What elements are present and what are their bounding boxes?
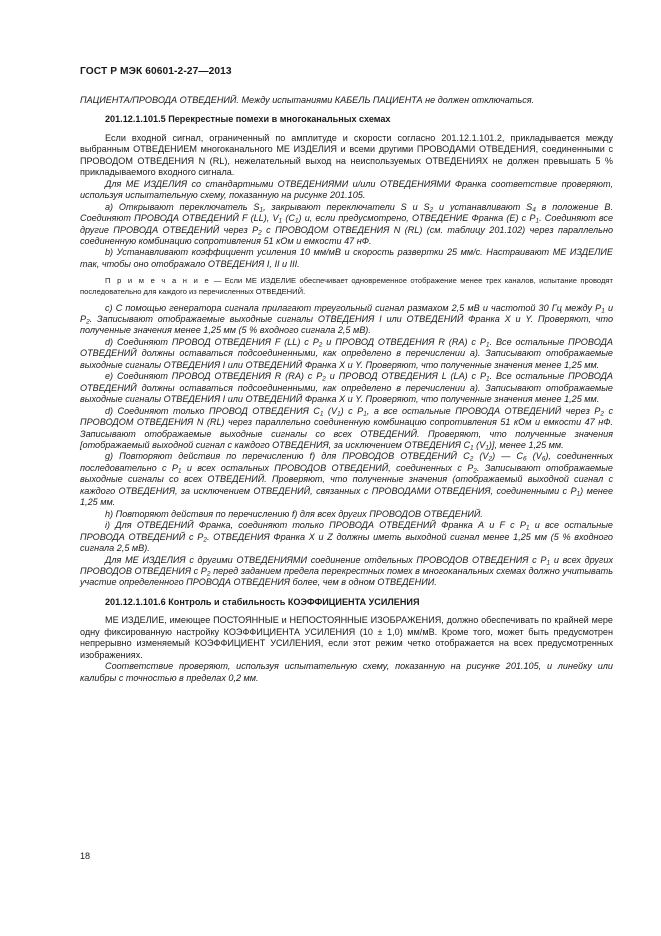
step-a: а) Открывают переключатель $S_1$, закрывают переключатели S и $S_2$ и устанавливают $S_4$ в положение В. Соединяют ПРОВОДА ОТВЕДЕНИЙ F (LL), $V_1$ $(С_1)$ и, если предусмотрено, ОТВЕДЕНИЕ Франка (Е) с $Р_1$. Соединяют все другие ПРОВОДА ОТВЕДЕНИЙ через $Р_2$ с ПРОВОДОМ ОТВЕДЕНИЯ N (RL) (см. таблицу 201.102) через параллельно соединенную комбинацию сопротивления 51 кОм и емкости 47 нФ. xyxy=(80,201,614,246)
document-body xyxy=(80,95,613,684)
page-number: 18 xyxy=(80,851,91,861)
step-i: i) Для ОТВЕДЕНИЙ Франка, соединяют только ПРОВОДА ОТВЕДЕНИЙ Франка А и F с $Р_1$ и все остальные ПРОВОДА ОТВЕДЕНИЙ с $Р_2$. ОТВЕДЕНИЯ Франка X и Z должны иметь выходной сигнал менее 1,25 мм (5 % входного сигнала 2,5 мВ). xyxy=(80,520,613,554)
step-e: е) Соединяют ПРОВОД ОТВЕДЕНИЯ R (RA) с $Р_2$ и ПРОВОД ОТВЕДЕНИЯ L (LA) с $Р_1$. Все остальные ПРОВОДА ОТВЕДЕНИЙ должны оставаться подсоединенными, как определено в перечислении а). Записывают отображаемые выходные сигналы ОТВЕДЕНИЯ I или ОТВЕДЕНИЙ Франка X и Y. Проверяют, что полученные значения менее 1,25 мм. xyxy=(80,371,613,405)
paragraph-requirement: Если входной сигнал, ограниченный по амплитуде и скорости согласно 201.12.1.101.2, прикладывается между выбранным ОТВЕДЕНИЕМ многоканального МЕ ИЗДЕЛИЯ и всеми другими ПРОВОДАМИ ОТВЕДЕНИЯ, соединенными с ПРОВОДОМ ОТВЕДЕНИЯ N (RL), нежелательный выход на неиспользуемых ОТВЕДЕНИЯХ не должен превышать 5 % прикладываемого входного сигнала. xyxy=(80,132,613,178)
paragraph-gain-compliance: Соответствие проверяют, используя испытательную схему, показанную на рисунке 201.105, и линейку или калибры с точностью в пределах 0,2 мм. xyxy=(80,661,613,683)
step-d: d) Соединяют ПРОВОД ОТВЕДЕНИЯ F (LL) с $Р_2$ и ПРОВОД ОТВЕДЕНИЯ R (RA) с $Р_1$. Все остальные ПРОВОДА ОТВЕДЕНИЙ должны оставаться подсоединенными, как определено в перечислении а). Записывают отображаемые выходные сигналы ОТВЕДЕНИЯ I или ОТВЕДЕНИЙ Франка X и Y. Проверяют, что полученные значения менее 1,25 мм. xyxy=(80,336,613,370)
paragraph-other-leads: Для МЕ ИЗДЕЛИЯ с другими ОТВЕДЕНИЯМИ соединение отдельных ПРОВОДОВ ОТВЕДЕНИЯ с $Р_1$ и всех других ПРОВОДОВ ОТВЕДЕНИЯ с $Р_2$ перед заданием предела перекрестных помех в многоканальных схемах должно учитывать участие определенного ПРОВОДА ОТВЕДЕНИЯ более, чем в одном ОТВЕДЕНИИ. xyxy=(80,554,613,588)
note-text: — Если МЕ ИЗДЕЛИЕ обеспечивает одновременное отображение менее трех каналов, испытание проводят последовательно для каждого из перечисленных ОТВЕДЕНИЙ. xyxy=(80,276,613,296)
section-heading-gain: 201.12.1.101.6 Контроль и стабильность КОЭФФИЦИЕНТА УСИЛЕНИЯ xyxy=(105,596,420,607)
step-f: d) Соединяют только ПРОВОД ОТВЕДЕНИЯ $С_1$ $(V_1)$ с $Р_1$, а все остальные ПРОВОДА ОТВЕДЕНИЙ через $Р_2$ с ПРОВОДОМ ОТВЕДЕНИЯ N (RL) через параллельно соединенную комбинацию сопротивления 51 кОм и емкости 47 нФ. Записывают отображаемые выходные сигналы со всех ОТВЕДЕНИЙ. Проверяют, что полученные значения [отображаемый выходной сигнал с каждого ОТВЕДЕНИЯ, за исключением ОТВЕДЕНИЯ $С_1$ $(V_1)$], менее 1,25 мм. xyxy=(80,405,613,452)
step-b: b) Устанавливают коэффициент усиления 10 мм/мВ и скорость развертки 25 мм/с. Настраивают МЕ ИЗДЕЛИЕ так, чтобы оно отображало ОТВЕДЕНИЯ I, II и III. xyxy=(80,247,613,269)
note xyxy=(80,276,613,297)
section-heading-crosstalk: 201.12.1.101.5 Перекрестные помехи в многоканальных схемах xyxy=(105,114,391,125)
step-h: h) Повторяют действия по перечислению f) для всех других ПРОВОДОВ ОТВЕДЕНИЙ. xyxy=(105,508,483,519)
step-c: с) С помощью генератора сигнала прилагают треугольный сигнал размахом 2,5 мВ и частотой 30 Гц между $Р_1$ и $Р_2$. Записывают отображаемые выходные сигналы ОТВЕДЕНИЯ I или ОТВЕДЕНИЙ Франка X и Y. Проверяют, что полученные значения менее 1,25 мм (5 % входного сигнала 2,5 мВ). xyxy=(80,302,613,336)
paragraph-compliance: Для МЕ ИЗДЕЛИЯ со стандартными ОТВЕДЕНИЯМИ и/или ОТВЕДЕНИЯМИ Франка соответствие проверяют, используя испытательную схему, показанную на рисунке 201.105. xyxy=(80,178,613,201)
step-g: g) Повторяют действия по перечислению f) для ПРОВОДОВ ОТВЕДЕНИЙ $С_2$ $(V_2)$ — $С_6$ $(V_6)$, соединенных последовательно с $Р_1$ и всех остальных ПРОВОДОВ ОТВЕДЕНИЙ, соединенных с $Р_2$. Записывают отображаемые выходные сигналы со всех ОТВЕДЕНИЙ. Проверяют, что полученные значения (отображаемый выходной сигнал с каждого ОТВЕДЕНИЯ, за исключением ОТВЕДЕНИЙ, связанных с ПРОВОДАМИ ОТВЕДЕНИЯ, соединенными с $Р_1$) менее 1,25 мм. xyxy=(80,451,613,508)
paragraph-continuation: ПАЦИЕНТА/ПРОВОДА ОТВЕДЕНИЙ. Между испытаниями КАБЕЛЬ ПАЦИЕНТА не должен отключаться. xyxy=(80,95,535,105)
note-label: П р и м е ч а н и е xyxy=(105,276,211,286)
paragraph-gain-requirement: МЕ ИЗДЕЛИЕ, имеющее ПОСТОЯННЫЕ и НЕПОСТОЯННЫЕ ИЗОБРАЖЕНИЯ, должно обеспечивать по крайней мере одну фиксированную настройку КОЭФФИЦИЕНТА УСИЛЕНИЯ (10 ± 1,0) мм/мВ. Кроме того, может быть предусмотрен непрерывно изменяемый КОЭФФИЦИЕНТ УСИЛЕНИЯ, если этот режим четко отображается на всех предусмотренных изображениях. xyxy=(80,615,613,660)
standard-header: ГОСТ Р МЭК 60601-2-27—2013 xyxy=(80,66,232,77)
